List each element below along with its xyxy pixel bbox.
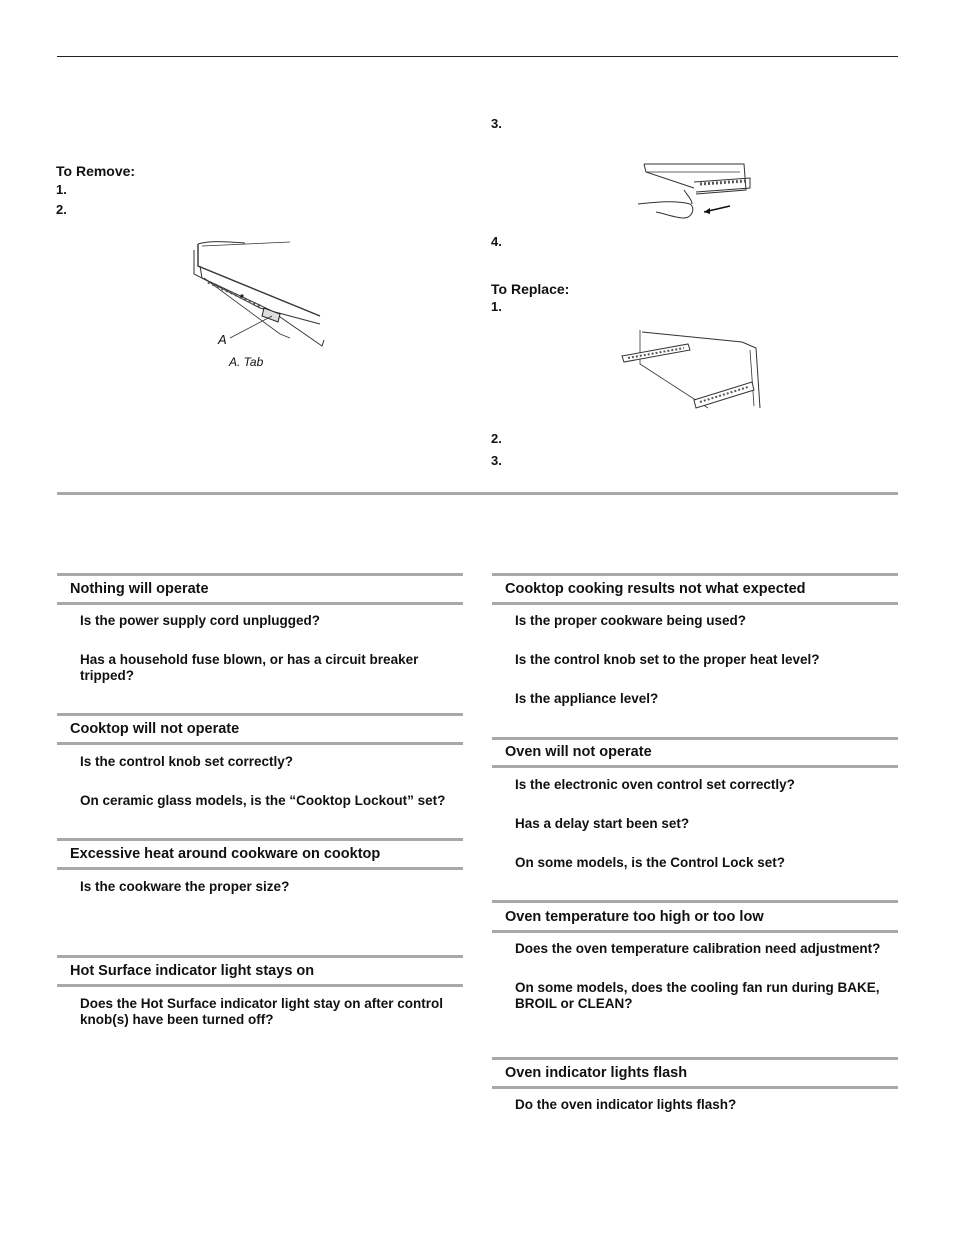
block-bottom-rule <box>492 1086 898 1089</box>
block-bottom-rule <box>492 765 898 768</box>
block-top-rule <box>492 900 898 903</box>
to-remove-heading: To Remove: <box>56 163 136 179</box>
block-title: Excessive heat around cookware on cooktop <box>70 846 381 862</box>
block-top-rule <box>57 955 463 958</box>
callout-letter-a: A <box>218 332 227 347</box>
block-question: Does the Hot Surface indicator light stay on after control knob(s) have been turned off? <box>80 996 444 1027</box>
remove-step-4-number: 4. <box>491 234 502 249</box>
block-question: On some models, does the cooling fan run during BAKE, BROIL or CLEAN? <box>515 980 880 1011</box>
block-bottom-rule <box>57 984 463 987</box>
block-question: Is the cookware the proper size? <box>80 879 290 894</box>
block-top-rule <box>492 737 898 740</box>
drawer-pull-illustration <box>636 160 756 224</box>
block-question: Do the oven indicator lights flash? <box>515 1097 737 1112</box>
block-bottom-rule <box>492 602 898 605</box>
block-top-rule <box>57 838 463 841</box>
block-bottom-rule <box>492 930 898 933</box>
remove-step-3-number: 3. <box>491 116 502 131</box>
block-title: Oven will not operate <box>505 744 652 760</box>
drawer-tab-illustration <box>190 238 330 354</box>
block-question: Is the electronic oven control set correctly? <box>515 777 795 792</box>
block-top-rule <box>57 713 463 716</box>
remove-step-2-number: 2. <box>56 202 67 217</box>
block-title: Hot Surface indicator light stays on <box>70 963 315 979</box>
top-rule <box>57 56 898 57</box>
figure-caption: A. Tab <box>229 355 264 369</box>
block-question: Does the oven temperature calibration need adjustment? <box>515 941 881 956</box>
replace-step-2-number: 2. <box>491 431 502 446</box>
block-question: Is the proper cookware being used? <box>515 613 747 628</box>
replace-step-3-number: 3. <box>491 453 502 468</box>
block-top-rule <box>492 573 898 576</box>
block-question: Has a household fuse blown, or has a circuit breaker tripped? <box>80 652 419 683</box>
block-title: Oven indicator lights flash <box>505 1065 688 1081</box>
block-question: Has a delay start been set? <box>515 816 690 831</box>
block-bottom-rule <box>57 742 463 745</box>
block-title: Oven temperature too high or too low <box>505 909 764 925</box>
block-top-rule <box>57 573 463 576</box>
to-replace-heading: To Replace: <box>491 281 570 297</box>
block-top-rule <box>492 1057 898 1060</box>
remove-step-1-number: 1. <box>56 182 67 197</box>
block-question: On ceramic glass models, is the “Cooktop Lockout” set? <box>80 793 446 808</box>
block-title: Nothing will operate <box>70 581 209 597</box>
block-title: Cooktop cooking results not what expected <box>505 581 806 597</box>
block-question: Is the control knob set correctly? <box>80 754 294 769</box>
block-question: Is the control knob set to the proper heat level? <box>515 652 820 667</box>
block-question: Is the power supply cord unplugged? <box>80 613 321 628</box>
block-question: Is the appliance level? <box>515 691 659 706</box>
block-title: Cooktop will not operate <box>70 721 240 737</box>
drawer-rails-illustration <box>618 328 768 414</box>
block-bottom-rule <box>57 602 463 605</box>
section-divider <box>57 492 898 495</box>
block-question: On some models, is the Control Lock set? <box>515 855 786 870</box>
block-bottom-rule <box>57 867 463 870</box>
replace-step-1-number: 1. <box>491 299 502 314</box>
